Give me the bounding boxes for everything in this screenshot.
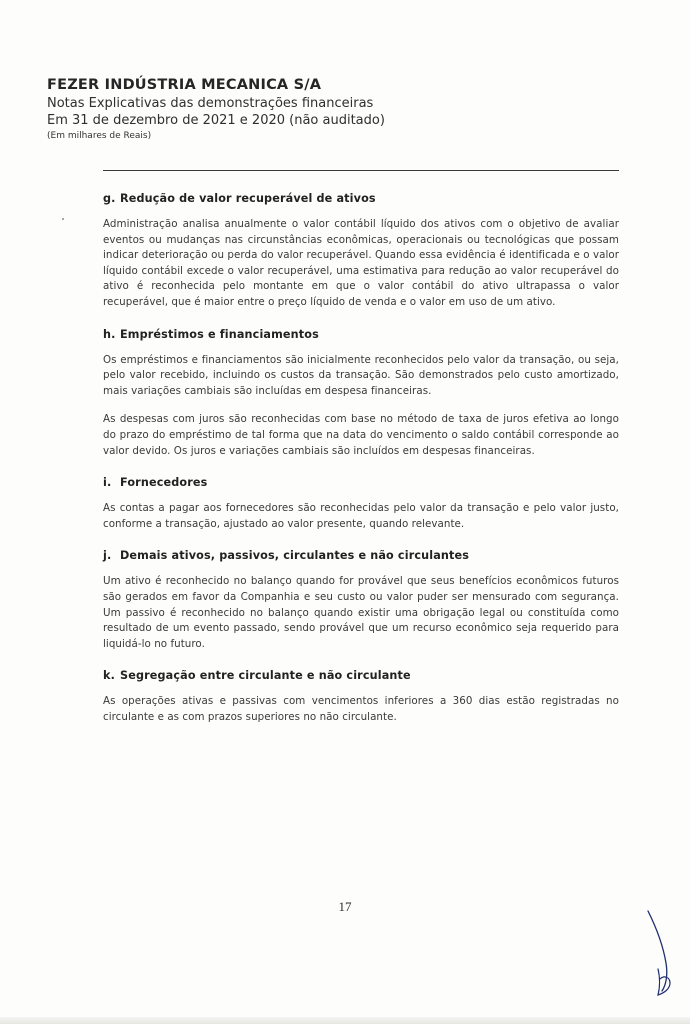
section-g	[103, 191, 619, 311]
document-period: Em 31 de dezembro de 2021 e 2020 (não auditado)	[47, 113, 385, 128]
scan-speck	[62, 218, 64, 220]
section-h	[103, 327, 619, 460]
paragraph: Os empréstimos e financiamentos são inicialmente reconhecidos pelo valor da transação, ou seja, pelo valor recebido, incluindo os custos da transação. São demonstrados pelo custo amortizado, mais variações cambiais são incluídas em despesa financeiras.	[103, 353, 619, 397]
notes-body	[103, 191, 619, 725]
paragraph: As despesas com juros são reconhecidas com base no método de taxa de juros efetiva ao longo do prazo do empréstimo de tal forma que na data do vencimento o saldo contábil corresponde ao valor devido. Os juros e variações cambiais são incluídos em despesas financeiras.	[103, 413, 619, 457]
section-heading	[103, 475, 619, 491]
section-heading	[103, 327, 619, 343]
section-letter: i.	[103, 476, 112, 490]
section-title: Demais ativos, passivos, circulantes e não circulantes	[120, 549, 470, 563]
section-heading	[103, 191, 619, 207]
document-title: Notas Explicativas das demonstrações financeiras	[47, 96, 374, 111]
document-header	[47, 75, 607, 143]
section-title: Segregação entre circulante e não circulante	[120, 669, 411, 683]
section-i	[103, 475, 619, 532]
header-divider	[103, 170, 619, 171]
company-name: FEZER INDÚSTRIA MECANICA S/A	[47, 77, 322, 93]
page-number: 17	[338, 899, 352, 914]
paragraph: Administração analisa anualmente o valor contábil líquido dos ativos com o objetivo de avaliar eventos ou mudanças nas circunstâncias econômicas, operacionais ou tecnológicas que possam indicar deterioração ou perda do valor recuperável. Quando essa evidência é identificada e o valor líquido contábil excede o valor recuperável, uma estimativa para redução ao valor recuperável do ativo é reconhecida pelo montante em que o valor contábil do ativo ultrapassa o valor recuperável, que é maior entre o preço líquido de venda e o valor em uso de um ativo.	[103, 218, 619, 308]
section-title: Fornecedores	[120, 476, 208, 490]
paragraph: As contas a pagar aos fornecedores são reconhecidas pelo valor da transação e pelo valor justo, conforme a transação, ajustado ao valor presente, quando relevante.	[103, 502, 619, 530]
section-k	[103, 668, 619, 725]
scan-bottom-edge	[0, 1017, 690, 1024]
section-letter: h.	[103, 327, 116, 341]
paragraph: Um ativo é reconhecido no balanço quando for provável que seus benefícios econômicos futuros são gerados em favor da Companhia e seu custo ou valor puder ser mensurado com segurança. Um passivo é reconhecido no balanço quando existir uma obrigação legal ou constituída como resultado de um evento passado, sendo provável que um recurso econômico seja requerido para liquidá-lo no futuro.	[103, 575, 619, 650]
section-letter: k.	[103, 669, 115, 683]
section-heading	[103, 548, 619, 564]
section-letter: j.	[103, 549, 112, 563]
section-title: Empréstimos e financiamentos	[120, 327, 319, 341]
paragraph: As operações ativas e passivas com vencimentos inferiores a 360 dias estão registradas no circulante e as com prazos superiores no não circulante.	[103, 695, 619, 723]
currency-note: (Em milhares de Reais)	[47, 131, 152, 141]
section-title: Redução de valor recuperável de ativos	[120, 192, 376, 205]
section-heading	[103, 668, 619, 684]
handwritten-signature	[630, 905, 685, 1005]
section-j	[103, 548, 619, 652]
section-letter: g.	[103, 192, 116, 205]
